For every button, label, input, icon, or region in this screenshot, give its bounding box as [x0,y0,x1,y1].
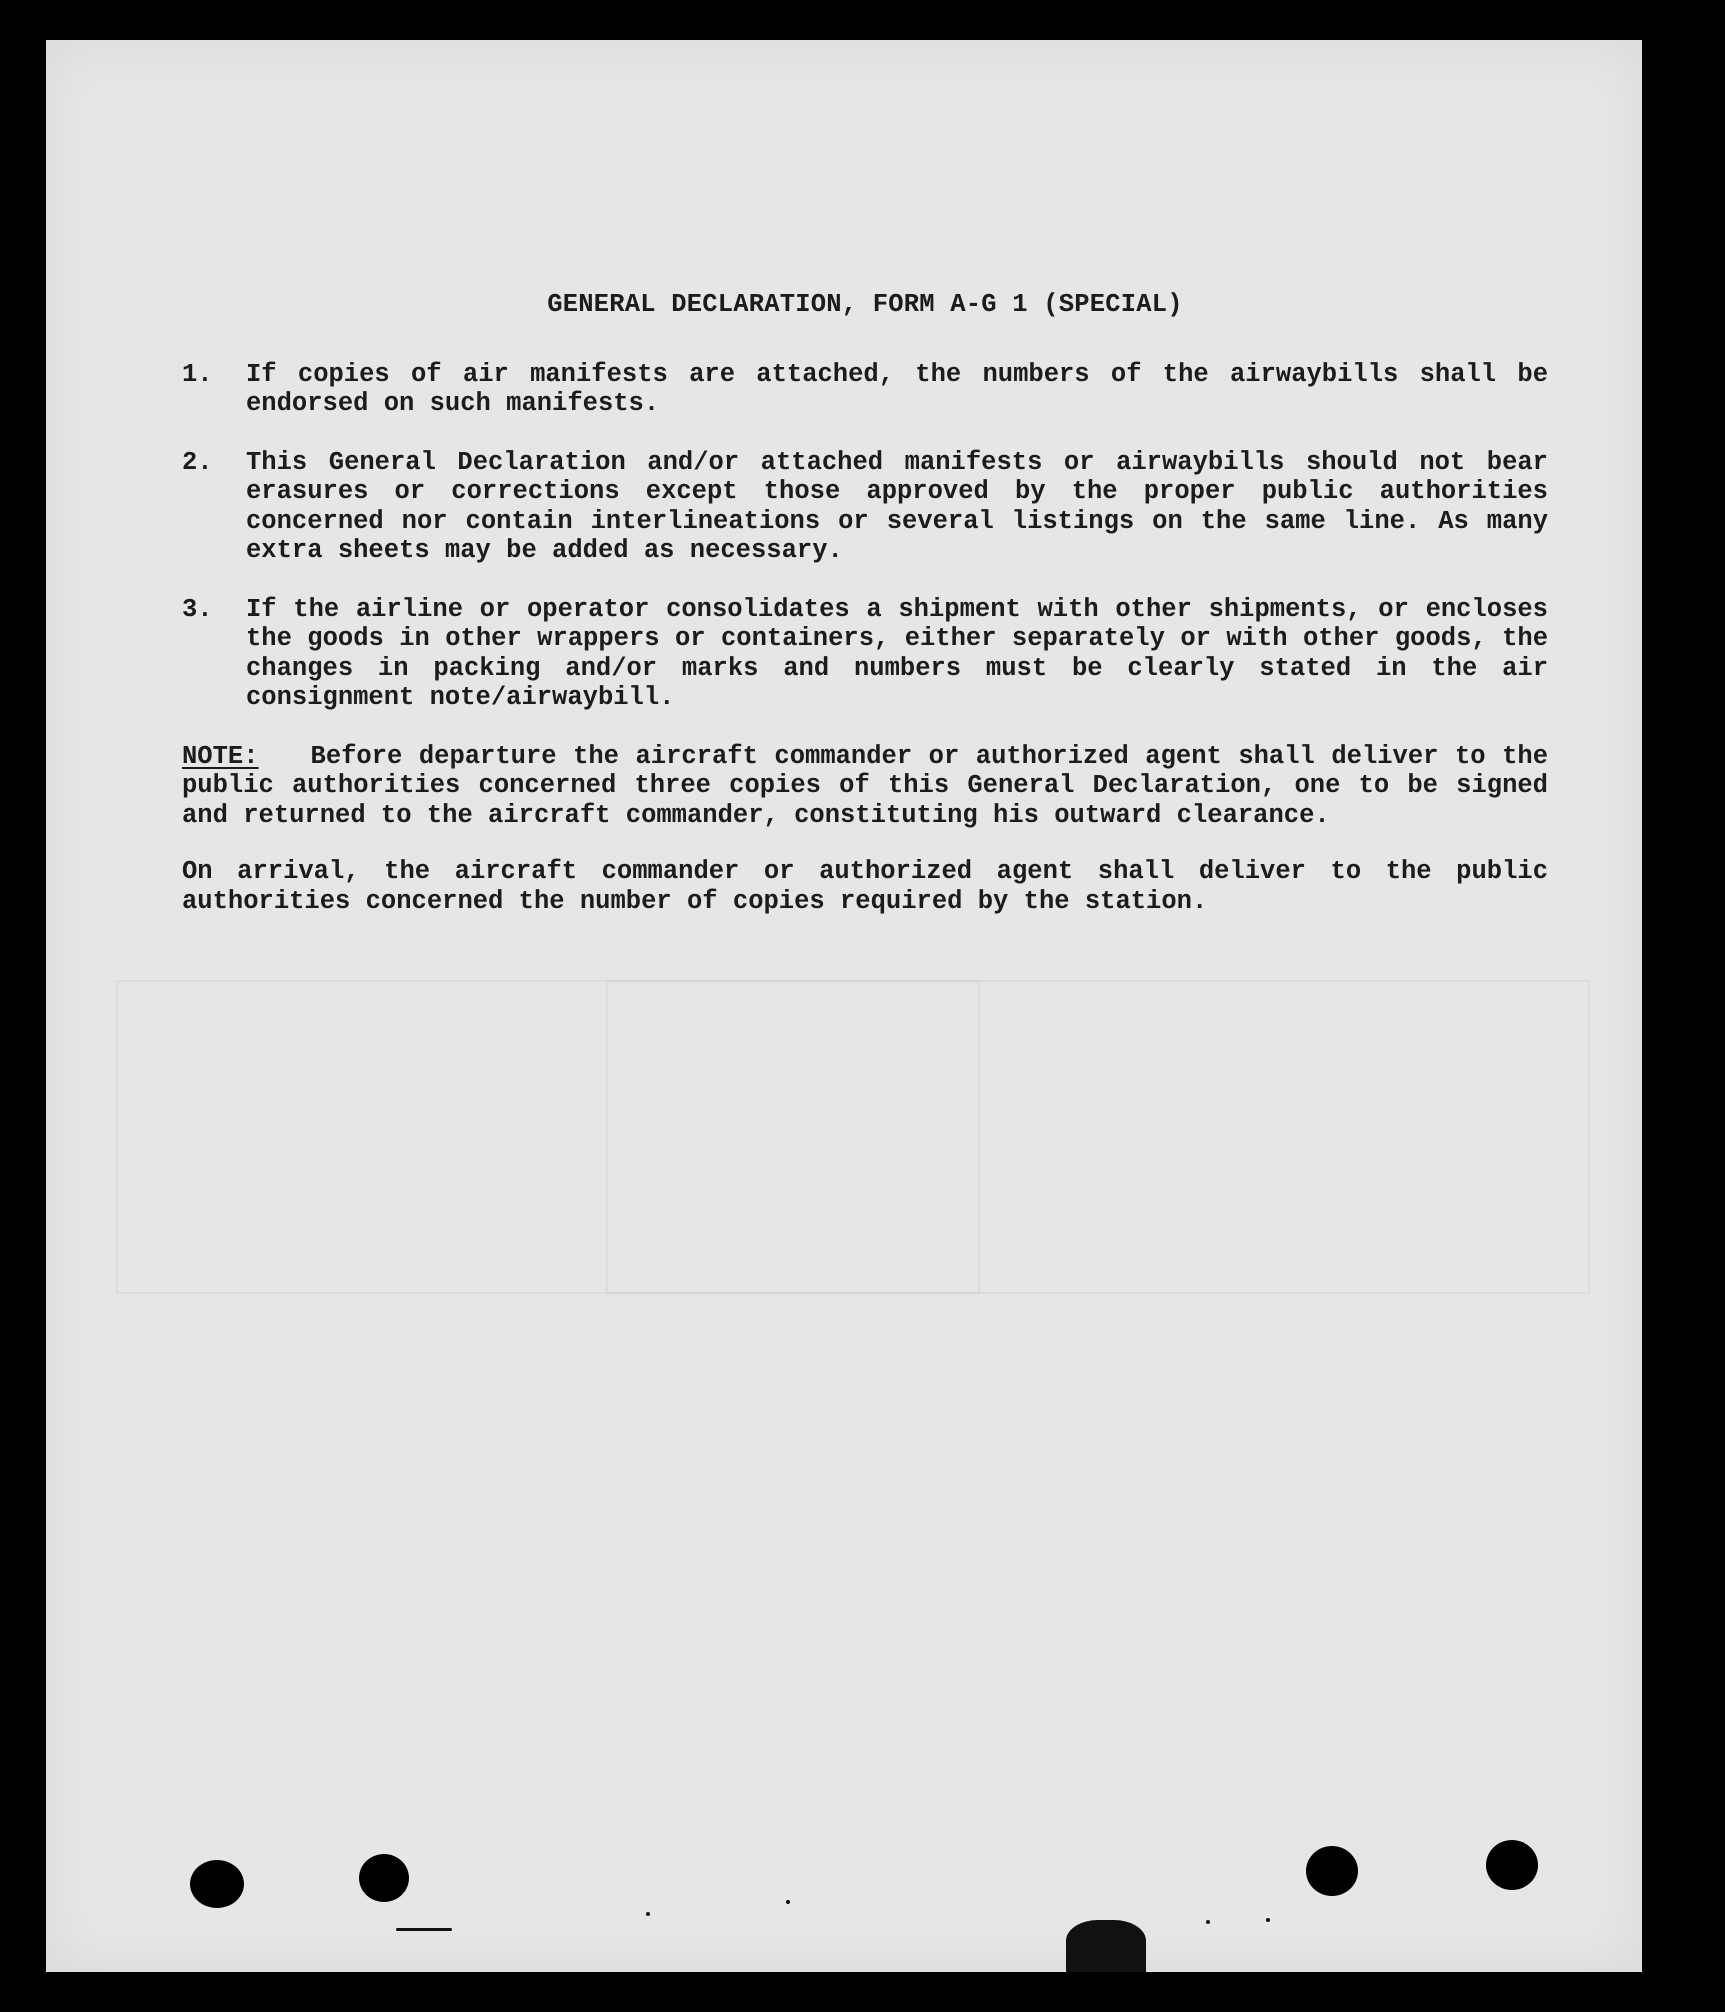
note-paragraph [182,742,1548,831]
speck [786,1900,790,1904]
arrival-paragraph: On arrival, the aircraft commander or authorized agent shall deliver to the public authorities concerned the number of copies required by the station. [182,857,1548,916]
list-item-text: This General Declaration and/or attached manifests or airwaybills should not bear erasures or corrections except those approved by the proper public authorities concerned nor contain interlineations or several listings on the same line. As many extra sheets may be added as necessary. [246,447,1548,565]
punch-hole [190,1860,244,1908]
list-item-number: 2. [182,447,213,477]
document-body [182,270,1548,916]
note-label: NOTE: [182,741,259,771]
list-item-number: 1. [182,359,213,389]
punch-hole [1486,1840,1538,1890]
note-text: Before departure the aircraft commander or authorized agent shall deliver to the public authorities concerned three copies of this General Declaration, one to be signed and returned to the aircraft commander, constituting his outward clearance. [182,741,1548,830]
paper-tear [1066,1920,1146,1972]
punch-hole [1306,1846,1358,1896]
speck [1206,1920,1210,1924]
list-item [182,448,1548,566]
document-page [46,40,1642,1972]
list-item [182,360,1548,419]
speck [396,1928,452,1931]
list-item-text: If the airline or operator consolidates a shipment with other shipments, or encloses the goods in other wrappers or containers, either separately or with other goods, the changes in packing and/or marks and numbers must be clearly stated in the air consignment note/airwaybill. [246,594,1548,712]
speck [646,1912,650,1916]
document-title: GENERAL DECLARATION, FORM A-G 1 (SPECIAL) [547,290,1183,319]
bleed-through-grid-column [606,980,980,1294]
list-item-number: 3. [182,594,213,624]
list-item [182,595,1548,713]
speck [1266,1918,1270,1922]
punch-hole [359,1854,409,1902]
list-item-text: If copies of air manifests are attached, the numbers of the airwaybills shall be endorsed on such manifests. [246,359,1548,418]
